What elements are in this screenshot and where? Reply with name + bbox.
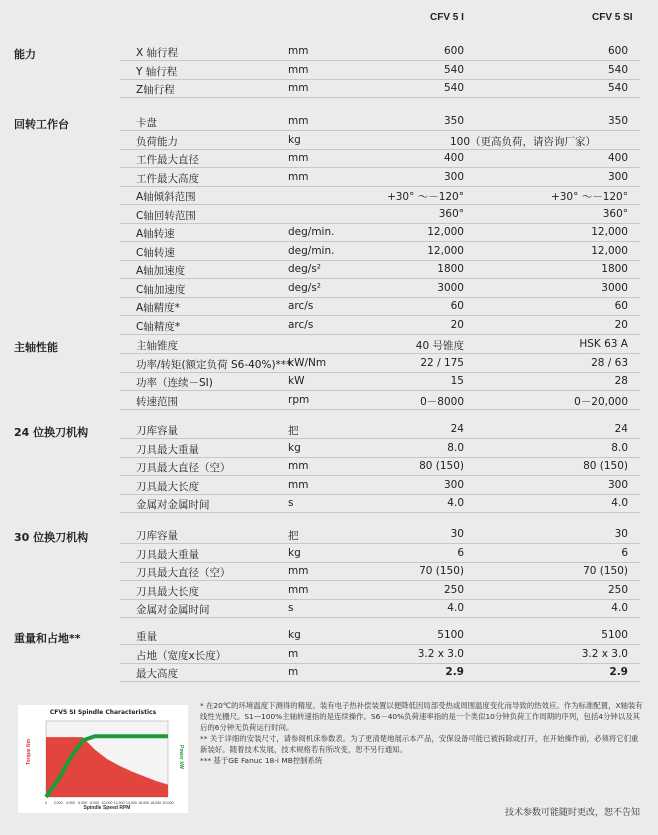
row-unit: m bbox=[288, 647, 299, 660]
row-value-model1: 30 bbox=[450, 528, 464, 540]
row-name: Y 轴行程 bbox=[136, 65, 178, 78]
row-name: 功率/转矩(额定负荷 S6-40%)*** bbox=[136, 358, 292, 371]
table-row bbox=[120, 131, 640, 150]
row-value-model2: 400 bbox=[607, 152, 628, 164]
row-value-model2: 8.0 bbox=[611, 441, 628, 454]
table-row bbox=[120, 297, 640, 316]
table-row bbox=[120, 544, 640, 563]
table-row bbox=[120, 494, 640, 513]
row-name: C轴回转范围 bbox=[136, 209, 196, 222]
y-axis-label-left: Torque Nm bbox=[26, 738, 32, 765]
table-row bbox=[120, 279, 640, 298]
x-tick-label: 8,000 bbox=[90, 801, 100, 805]
row-name: 刀库容量 bbox=[136, 530, 178, 542]
table-row bbox=[120, 61, 640, 80]
x-tick-label: 14,000 bbox=[125, 801, 137, 805]
row-value-model1: 2.9 bbox=[445, 666, 464, 678]
row-unit: mm bbox=[288, 115, 309, 127]
table-row bbox=[120, 645, 640, 664]
row-unit: mm bbox=[288, 170, 309, 183]
note-1: * 在20℃的环境温度下测得的精度。装有电子热补偿装置以便降低因局部受热或周围温度变化而导致的热效应。作为标准配置，X轴装有线性光栅尺。S1—100%主轴转速指的是连续操作。S6－40%负荷速率指的是一个类似10分钟负荷工作周期的序列，包括4分钟以及其后的6分钟无负荷运行时间。 bbox=[200, 701, 643, 732]
row-value-model1: 22 / 175 bbox=[420, 356, 464, 369]
x-tick-label: 0 bbox=[45, 801, 47, 805]
section-title: 重量和占地** bbox=[14, 632, 81, 645]
row-unit: kg bbox=[288, 629, 301, 641]
row-name: 工件最大高度 bbox=[136, 172, 199, 185]
table-row bbox=[120, 186, 640, 205]
chart-svg bbox=[18, 705, 188, 813]
row-value-model2: 4.0 bbox=[611, 497, 628, 509]
row-value-model1: 360° bbox=[438, 207, 464, 220]
row-unit: mm bbox=[288, 63, 309, 76]
table-row bbox=[120, 42, 640, 61]
row-name: X 轴行程 bbox=[136, 47, 179, 59]
row-name: C轴转速 bbox=[136, 246, 175, 259]
row-value-model2: 30 bbox=[614, 528, 628, 540]
row-value-model1: 20 bbox=[450, 318, 464, 331]
row-unit: kg bbox=[288, 133, 301, 146]
row-name: A轴倾斜范围 bbox=[136, 191, 196, 203]
table-row bbox=[120, 112, 640, 131]
row-value-model2: 540 bbox=[607, 63, 628, 76]
row-value-model2: 24 bbox=[614, 423, 628, 435]
row-value-model2: 600 bbox=[607, 45, 628, 57]
row-value-model1: 1800 bbox=[437, 263, 464, 275]
x-tick-label: 18,000 bbox=[150, 801, 162, 805]
section-title: 回转工作台 bbox=[14, 118, 69, 131]
row-name: 转速范围 bbox=[136, 395, 178, 408]
row-value-model1: 12,000 bbox=[427, 244, 464, 257]
x-tick-label: 12,000 bbox=[113, 801, 125, 805]
row-name: 刀具最大长度 bbox=[136, 585, 199, 598]
table-row bbox=[120, 420, 640, 439]
row-value-model2: 0－20,000 bbox=[574, 395, 628, 408]
row-unit: mm bbox=[288, 565, 309, 577]
row-value-model2: 6 bbox=[621, 546, 628, 559]
row-name: 工件最大直径 bbox=[136, 154, 199, 166]
y-axis-label-right: Power kW bbox=[178, 745, 184, 769]
row-value-model2: 1800 bbox=[601, 263, 628, 275]
row-unit: kg bbox=[288, 441, 301, 454]
row-unit: mm bbox=[288, 460, 309, 472]
chart-title: CFV5 SI Spindle Characteristics bbox=[49, 709, 157, 716]
row-value-model1: 8.0 bbox=[447, 441, 464, 454]
row-name: 最大高度 bbox=[136, 668, 178, 680]
row-value-model2: 2.9 bbox=[609, 666, 628, 678]
table-row bbox=[120, 439, 640, 458]
row-value-model2: 300 bbox=[607, 170, 628, 183]
table-row bbox=[120, 260, 640, 279]
row-unit: 把 bbox=[288, 425, 299, 437]
row-value-model1: 3000 bbox=[437, 281, 464, 294]
table-row bbox=[120, 223, 640, 242]
table-row bbox=[120, 354, 640, 373]
section-title: 主轴性能 bbox=[14, 341, 58, 354]
row-name: C轴精度* bbox=[136, 320, 181, 333]
row-value-model2: 3000 bbox=[601, 281, 628, 294]
row-value-model2: 3.2 x 3.0 bbox=[581, 647, 628, 660]
row-value-model2: 300 bbox=[607, 478, 628, 491]
x-tick-label: 6,000 bbox=[78, 801, 88, 805]
row-name: 金属对金属时间 bbox=[136, 604, 210, 616]
table-row bbox=[120, 599, 640, 618]
row-value-model1: 600 bbox=[443, 45, 464, 57]
row-value-model1: 60 bbox=[450, 300, 464, 312]
row-value-model2: 5100 bbox=[601, 629, 628, 641]
table-row bbox=[120, 663, 640, 682]
row-value-model1: 4.0 bbox=[447, 602, 464, 614]
row-unit: arc/s bbox=[288, 300, 314, 312]
row-value-model1: 15 bbox=[450, 375, 464, 387]
table-row bbox=[120, 316, 640, 335]
row-value-model1: 3.2 x 3.0 bbox=[417, 647, 464, 660]
row-value-model2: 70 (150) bbox=[583, 565, 628, 577]
table-row bbox=[120, 581, 640, 600]
row-value-model2: +30° ～－120° bbox=[550, 191, 628, 203]
x-tick-label: 2,000 bbox=[53, 801, 63, 805]
row-unit: kW bbox=[288, 375, 305, 387]
x-axis-label: Spindle Speed RPM bbox=[83, 805, 131, 811]
row-unit: 把 bbox=[288, 530, 299, 542]
row-value-model2: 80 (150) bbox=[583, 460, 628, 472]
row-value-model2: 12,000 bbox=[591, 226, 628, 238]
row-value-model2: 250 bbox=[607, 583, 628, 596]
row-value-model2: 540 bbox=[607, 82, 628, 94]
row-value-model2: 350 bbox=[607, 115, 628, 127]
x-tick-label: 4,000 bbox=[65, 801, 75, 805]
row-value-model1: 24 bbox=[450, 423, 464, 435]
row-name: 占地（宽度x长度） bbox=[136, 649, 227, 662]
table-row bbox=[120, 562, 640, 581]
footnotes bbox=[200, 700, 645, 766]
row-name: 金属对金属时间 bbox=[136, 499, 210, 511]
row-name: A轴精度* bbox=[136, 302, 180, 314]
row-name: 功率（连续－SI) bbox=[136, 377, 213, 389]
row-name: 刀具最大重量 bbox=[136, 443, 199, 456]
table-row bbox=[120, 626, 640, 645]
row-value-model1: 0－8000 bbox=[420, 395, 464, 408]
x-tick-label: 10,000 bbox=[101, 801, 113, 805]
table-row bbox=[120, 391, 640, 410]
row-unit: mm bbox=[288, 82, 309, 94]
row-unit: mm bbox=[288, 45, 309, 57]
table-row bbox=[120, 242, 640, 261]
row-value-model2: 360° bbox=[602, 207, 628, 220]
row-value-model1: 300 bbox=[443, 478, 464, 491]
row-value-model2: 12,000 bbox=[591, 244, 628, 257]
note-2: ** 关于详细的安装尺寸，请参阅机床参数表。为了更清楚地展示本产品，安保设备可能已被拆除或打开，在开始操作前，必须将它们重新装好。随着技术发展，技术规格若有所改变，恕不另行通知。 bbox=[200, 734, 639, 754]
row-name: 主轴锥度 bbox=[136, 340, 178, 352]
note-3: *** 基于GE Fanuc 18-i MB控制系统 bbox=[200, 756, 323, 765]
row-value-model2: 20 bbox=[614, 318, 628, 331]
header-model2: CFV 5 SI bbox=[592, 12, 633, 23]
row-unit: deg/s² bbox=[288, 263, 322, 275]
spindle-chart bbox=[18, 705, 188, 813]
row-unit: deg/min. bbox=[288, 226, 335, 238]
row-name: 刀具最大长度 bbox=[136, 480, 199, 493]
row-value-model1: 12,000 bbox=[427, 226, 464, 238]
row-value-model1: 540 bbox=[443, 82, 464, 94]
row-name: Z轴行程 bbox=[136, 84, 175, 96]
row-unit: s bbox=[288, 497, 294, 509]
row-value-model2: 60 bbox=[614, 300, 628, 312]
section-title: 30 位换刀机构 bbox=[14, 531, 89, 544]
row-value-model1: +30° ～－120° bbox=[386, 191, 464, 203]
row-value-model2: HSK 63 A bbox=[579, 338, 628, 350]
row-unit: rpm bbox=[288, 393, 310, 406]
row-value-model2: 28 bbox=[614, 375, 628, 387]
row-name: C轴加速度 bbox=[136, 283, 186, 296]
table-row bbox=[120, 149, 640, 168]
row-value-model1: 300 bbox=[443, 170, 464, 183]
table-row bbox=[120, 457, 640, 476]
header-model1: CFV 5 I bbox=[430, 12, 464, 23]
row-unit: deg/min. bbox=[288, 244, 335, 257]
row-unit: arc/s bbox=[288, 318, 314, 331]
row-value-model1: 400 bbox=[443, 152, 464, 164]
row-unit: s bbox=[288, 602, 294, 614]
row-unit: kg bbox=[288, 546, 301, 559]
row-value-model1: 4.0 bbox=[447, 497, 464, 509]
row-value-model1: 70 (150) bbox=[419, 565, 464, 577]
row-value-span: 100（更高负荷，请咨询厂家） bbox=[450, 135, 597, 148]
row-unit: mm bbox=[288, 583, 309, 596]
section-title: 24 位换刀机构 bbox=[14, 426, 89, 439]
table-row bbox=[120, 335, 640, 354]
row-unit: deg/s² bbox=[288, 281, 322, 294]
table-row bbox=[120, 205, 640, 224]
row-value-model1: 5100 bbox=[437, 629, 464, 641]
row-name: A轴转速 bbox=[136, 228, 175, 240]
footer-note: 技术参数可能随时更改，恕不告知 bbox=[504, 808, 640, 818]
row-name: A轴加速度 bbox=[136, 265, 186, 277]
table-row bbox=[120, 476, 640, 495]
row-unit: mm bbox=[288, 152, 309, 164]
row-value-model1: 6 bbox=[457, 546, 464, 559]
row-name: 卡盘 bbox=[136, 117, 157, 129]
row-value-model2: 4.0 bbox=[611, 602, 628, 614]
x-tick-label: 20,000 bbox=[162, 801, 174, 805]
row-value-model1: 40 号锥度 bbox=[415, 340, 464, 352]
x-tick-label: 16,000 bbox=[138, 801, 150, 805]
row-unit: kW/Nm bbox=[288, 356, 327, 369]
row-name: 重量 bbox=[136, 631, 157, 643]
section-title: 能力 bbox=[14, 48, 36, 61]
row-unit: mm bbox=[288, 478, 309, 491]
row-value-model1: 80 (150) bbox=[419, 460, 464, 472]
row-value-model1: 350 bbox=[443, 115, 464, 127]
row-value-model2: 28 / 63 bbox=[591, 356, 628, 369]
row-name: 刀具最大直径（空） bbox=[136, 462, 231, 474]
table-row bbox=[120, 372, 640, 391]
row-name: 刀具最大重量 bbox=[136, 548, 199, 561]
row-name: 负荷能力 bbox=[136, 135, 178, 148]
table-row bbox=[120, 525, 640, 544]
row-unit: m bbox=[288, 666, 299, 678]
table-row bbox=[120, 168, 640, 187]
row-value-model1: 540 bbox=[443, 63, 464, 76]
row-name: 刀具最大直径（空） bbox=[136, 567, 231, 579]
table-row bbox=[120, 79, 640, 98]
row-name: 刀库容量 bbox=[136, 425, 178, 437]
row-value-model1: 250 bbox=[443, 583, 464, 596]
